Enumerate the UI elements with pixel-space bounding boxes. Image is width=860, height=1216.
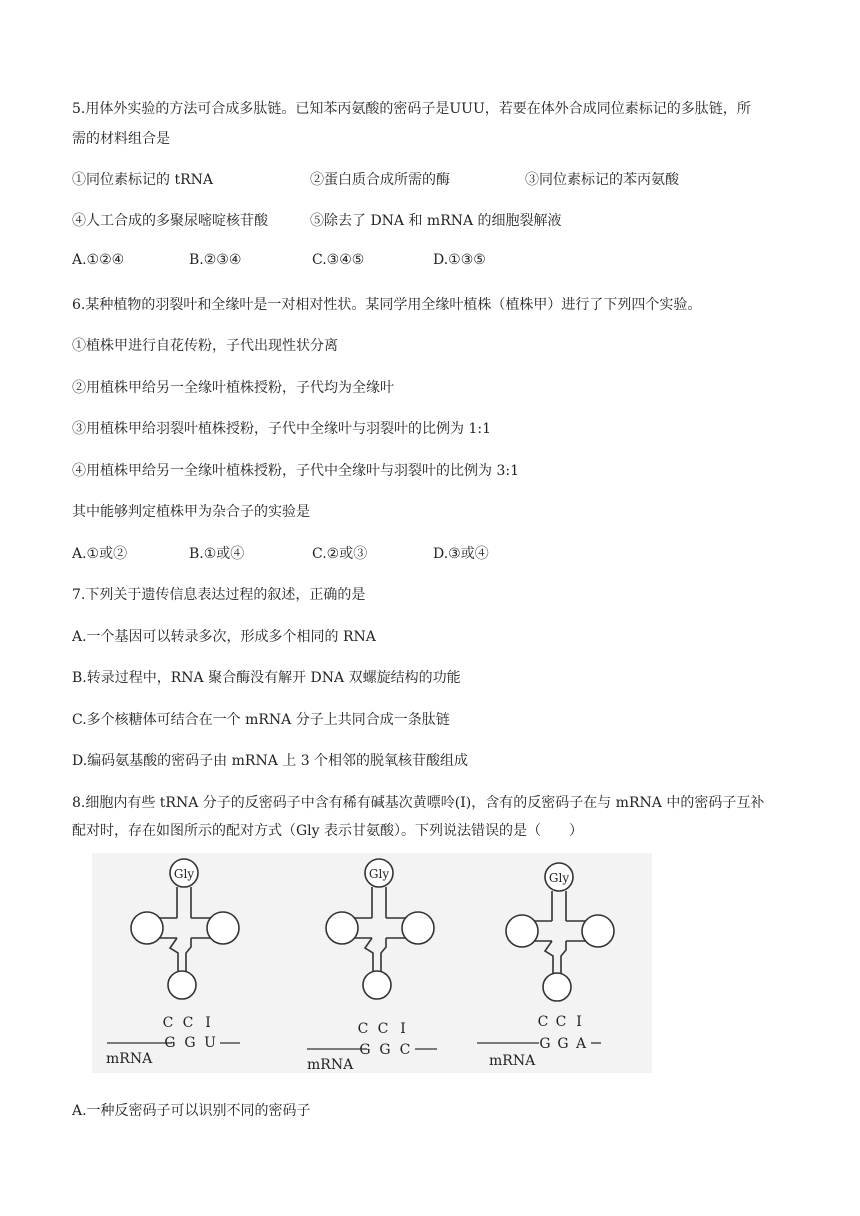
q6-question: 其中能够判定植株甲为杂合子的实验是: [72, 504, 310, 520]
t-loop: [402, 912, 434, 944]
anticodon-base-2: C: [377, 1021, 389, 1037]
q6-option-d: D.③或④: [433, 546, 489, 562]
amino-acid-label: Gly: [173, 867, 195, 881]
q6-experiment-1: ①植株甲进行自花传粉，子代出现性状分离: [72, 338, 338, 354]
d-loop: [326, 912, 358, 944]
anticodon-base-1: C: [537, 1014, 549, 1030]
anticodon-base-3: I: [400, 1021, 406, 1037]
anticodon-base-1: C: [162, 1015, 174, 1031]
anticodon-loop: [363, 971, 391, 999]
q6-experiment-4: ④用植株甲给另一全缘叶植株授粉，子代中全缘叶与羽裂叶的比例为 3:1: [72, 463, 519, 479]
anticodon-loop: [543, 973, 571, 1001]
trna-figure-svg: [92, 853, 652, 1073]
codon-base-3: A: [575, 1036, 587, 1052]
codon-base-2: G: [184, 1035, 196, 1051]
t-loop: [582, 915, 614, 947]
q7-stem: 7.下列关于遗传信息表达过程的叙述，正确的是: [72, 587, 366, 603]
codon-base-1: G: [539, 1036, 551, 1052]
anticodon-base-1: C: [357, 1021, 369, 1037]
q7-option-d: D.编码氨基酸的密码子由 mRNA 上 3 个相邻的脱氧核苷酸组成: [72, 753, 469, 769]
q6-option-c: C.②或③: [312, 546, 368, 562]
q5-material-2: ②蛋白质合成所需的酶: [310, 172, 450, 188]
mrna-label: mRNA: [489, 1053, 536, 1069]
q7-option-a: A.一个基因可以转录多次，形成多个相同的 RNA: [72, 629, 376, 645]
mrna-label: mRNA: [307, 1057, 354, 1073]
q5-material-3: ③同位素标记的苯丙氨酸: [525, 172, 679, 188]
q7-option-c: C.多个核糖体可结合在一个 mRNA 分子上共同合成一条肽链: [72, 712, 450, 728]
q8-option-a: A.一种反密码子可以识别不同的密码子: [72, 1103, 311, 1119]
codon-base-1: G: [359, 1042, 371, 1058]
q8-stem-line-2: 配对时，存在如图所示的配对方式（Gly 表示甘氨酸）。下列说法错误的是（ ）: [72, 823, 584, 839]
q5-material-5: ⑤除去了 DNA 和 mRNA 的细胞裂解液: [310, 213, 562, 229]
codon-base-3: C: [399, 1042, 411, 1058]
codon-base-3: U: [204, 1035, 216, 1051]
anticodon-base-2: C: [182, 1015, 194, 1031]
anticodon-base-3: I: [205, 1015, 211, 1031]
q5-stem-line-2: 需的材料组合是: [72, 131, 170, 147]
codon-base-2: G: [379, 1042, 391, 1058]
q6-option-a: A.①或②: [72, 546, 128, 562]
anticodon-base-2: C: [555, 1014, 567, 1030]
anticodon-loop: [168, 971, 196, 999]
amino-acid-label: Gly: [548, 871, 570, 885]
q5-material-1: ①同位素标记的 tRNA: [72, 172, 213, 188]
q5-option-d: D.①③⑤: [433, 252, 486, 268]
q6-stem: 6.某种植物的羽裂叶和全缘叶是一对相对性状。某同学用全缘叶植株（植株甲）进行了下列四个实验。: [72, 297, 702, 313]
d-loop: [131, 912, 163, 944]
q6-option-b: B.①或④: [189, 546, 245, 562]
trna-pairing-figure: [92, 853, 652, 1073]
amino-acid-label: Gly: [368, 867, 390, 881]
anticodon-base-3: I: [576, 1014, 582, 1030]
q6-experiment-2: ②用植株甲给另一全缘叶植株授粉，子代均为全缘叶: [72, 380, 394, 396]
d-loop: [506, 915, 538, 947]
mrna-label: mRNA: [106, 1051, 153, 1067]
q8-stem-line-1: 8.细胞内有些 tRNA 分子的反密码子中含有稀有碱基次黄嘌呤(I)，含有的反密码子在与 mRNA 中的密码子互补: [72, 795, 765, 811]
codon-base-1: G: [164, 1035, 176, 1051]
q5-option-c: C.③④⑤: [312, 252, 365, 268]
q5-option-a: A.①②④: [72, 252, 125, 268]
t-loop: [207, 912, 239, 944]
q5-material-4: ④人工合成的多聚尿嘧啶核苷酸: [72, 213, 268, 229]
q7-option-b: B.转录过程中，RNA 聚合酶没有解开 DNA 双螺旋结构的功能: [72, 670, 461, 686]
q5-stem-line-1: 5.用体外实验的方法可合成多肽链。已知苯丙氨酸的密码子是UUU，若要在体外合成同位素标记的多肽链，所: [72, 101, 751, 117]
codon-base-2: G: [557, 1036, 569, 1052]
q5-option-b: B.②③④: [189, 252, 242, 268]
q6-experiment-3: ③用植株甲给羽裂叶植株授粉，子代中全缘叶与羽裂叶的比例为 1:1: [72, 421, 491, 437]
